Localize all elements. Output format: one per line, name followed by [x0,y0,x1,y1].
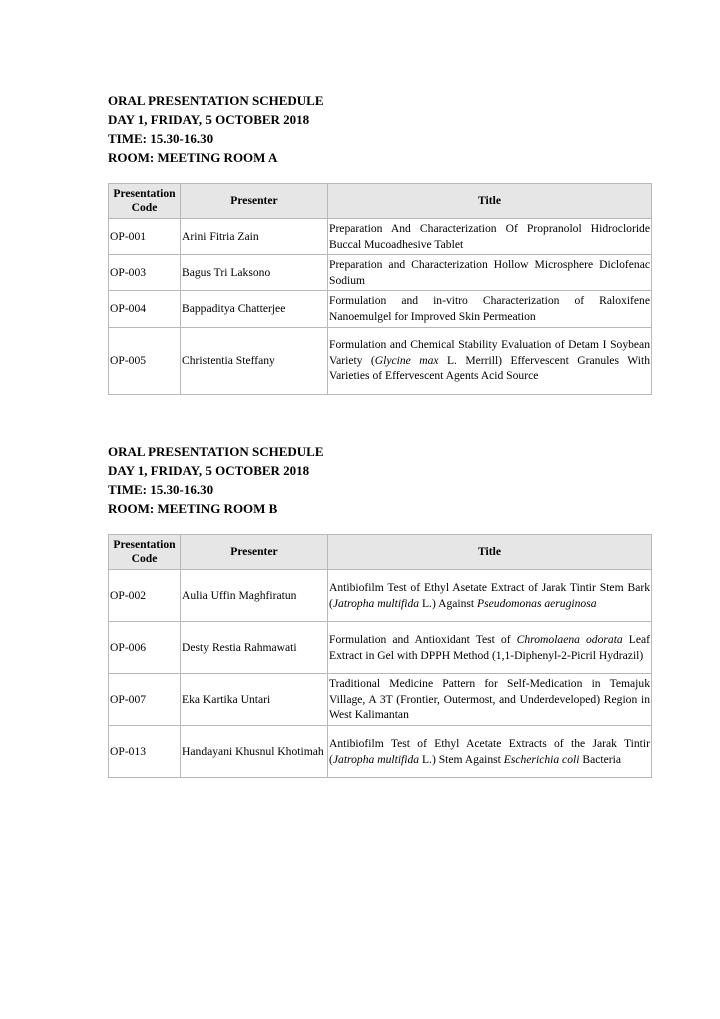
table-header-row [109,535,652,570]
schedule-table [108,534,652,778]
heading-day: DAY 1, FRIDAY, 5 OCTOBER 2018 [108,112,310,127]
presentation-title [328,291,652,327]
presenter-name: Bagus Tri Laksono [181,255,328,291]
presentation-title [328,726,652,778]
presenter-name: Desty Restia Rahmawati [181,622,328,674]
column-header-presenter: Presenter [181,184,328,219]
column-header-code: Presentation Code [109,535,181,570]
title-species-italic: Escherichia coli [503,752,580,766]
presentation-code: OP-007 [109,674,181,726]
column-header-code: Presentation Code [109,184,181,219]
heading-title: ORAL PRESENTATION SCHEDULE [108,444,324,459]
table-header-row [109,184,652,219]
heading-day: DAY 1, FRIDAY, 5 OCTOBER 2018 [108,463,310,478]
table-row [109,570,652,622]
table-row [109,219,652,255]
presentation-code: OP-006 [109,622,181,674]
title-text: Formulation and Chemical Stability Evaluation of Detam I Soybean Variety ( [329,338,650,367]
title-text: Antibiofilm Test of Ethyl Asetate Extract of Jarak Tintir Stem Bark ( [329,580,650,610]
schedule-heading [108,442,651,518]
title-text: Formulation and in-vitro Characterization of Raloxifene Nanoemulgel for Improved Skin Permeation [329,294,650,323]
table-row [109,674,652,726]
presentation-code: OP-004 [109,291,181,327]
presentation-title [328,219,652,255]
presentation-title [328,622,652,674]
presentation-code: OP-005 [109,327,181,394]
heading-room: ROOM: MEETING ROOM B [108,501,278,516]
presentation-title [328,255,652,291]
table-row [109,622,652,674]
presentation-code: OP-013 [109,726,181,778]
title-species-italic: Jatropha multifida [332,596,420,610]
schedule-section-b [108,442,651,778]
presentation-title [328,327,652,394]
title-species-italic: Chromolaena odorata [516,632,623,646]
presentation-code: OP-003 [109,255,181,291]
schedule-table [108,183,652,395]
heading-title: ORAL PRESENTATION SCHEDULE [108,93,324,108]
table-row [109,726,652,778]
heading-time: TIME: 15.30-16.30 [108,482,214,497]
presenter-name: Eka Kartika Untari [181,674,328,726]
table-row [109,291,652,327]
title-species-italic: Pseudomonas aeruginosa [477,596,597,610]
presenter-name: Bappaditya Chatterjee [181,291,328,327]
title-text: L.) Stem Against [419,752,504,766]
presenter-name: Arini Fitria Zain [181,219,328,255]
title-text: Formulation and Antioxidant Test of [329,632,517,646]
presenter-name: Handayani Khusnul Khotimah [181,726,328,778]
presenter-name: Aulia Uffin Maghfiratun [181,570,328,622]
presentation-code: OP-001 [109,219,181,255]
presenter-name: Christentia Steffany [181,327,328,394]
title-text: L. Merrill) Effervescent Granules With Varieties of Effervescent Agents Acid Source [329,353,650,383]
column-header-presenter: Presenter [181,535,328,570]
column-header-title: Title [328,535,652,570]
title-text: Leaf Extract in Gel with DPPH Method (1,1-Diphenyl-2-Picril Hydrazil) [329,632,651,662]
presentation-title [328,570,652,622]
title-text: Preparation and Characterization Hollow Microsphere Diclofenac Sodium [329,258,650,287]
title-text: Traditional Medicine Pattern for Self-Medication in Temajuk Village, A 3T (Frontier, Outermost, and Underdeveloped) Region in West Kalimantan [329,677,650,722]
table-row [109,255,652,291]
schedule-section-a [108,91,651,395]
schedule-heading [108,91,651,167]
heading-room: ROOM: MEETING ROOM A [108,150,278,165]
title-text: Bacteria [579,752,621,766]
presentation-title [328,674,652,726]
column-header-title: Title [328,184,652,219]
title-species-italic: Glycine max [374,353,439,367]
heading-time: TIME: 15.30-16.30 [108,131,214,146]
title-text: Preparation And Characterization Of Propranolol Hidrocloride Buccal Mucoadhesive Tablet [329,222,650,251]
title-species-italic: Jatropha multifida [332,752,420,766]
table-row [109,327,652,394]
presentation-code: OP-002 [109,570,181,622]
title-text: L.) Against [419,596,478,610]
title-text: Antibiofilm Test of Ethyl Acetate Extracts of the Jarak Tintir ( [329,736,650,766]
